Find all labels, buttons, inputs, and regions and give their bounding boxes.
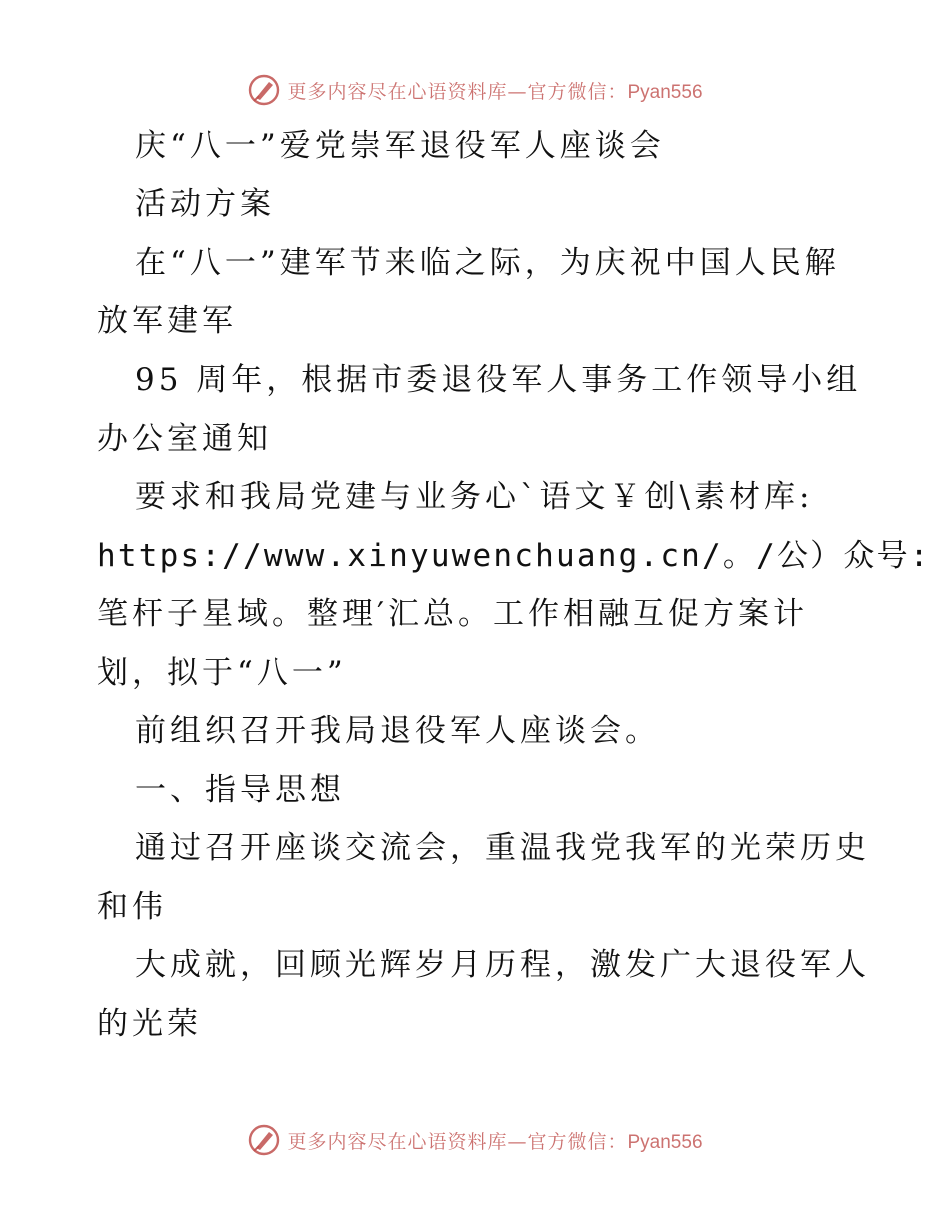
- paragraph-line: 大成就，回顾光辉岁月历程，激发广大退役军人: [135, 947, 870, 983]
- watermark-text: 更多内容尽在心语资料库—官方微信：Pyan556: [287, 80, 703, 103]
- paragraph-line: 95 周年，根据市委退役军人事务工作领导小组: [135, 362, 862, 398]
- paragraph-line: 笔杆子星域。整理′汇总。工作相融互促方案计: [97, 596, 809, 632]
- paragraph-line: 的光荣: [97, 1006, 202, 1042]
- paragraph-line: 办公室通知: [97, 421, 272, 457]
- watermark-text: 更多内容尽在心语资料库—官方微信：Pyan556: [287, 1130, 703, 1153]
- paragraph-line: 通过召开座谈交流会，重温我党我军的光荣历史: [135, 830, 870, 866]
- paragraph-line: 前组织召开我局退役军人座谈会。: [135, 713, 660, 749]
- watermark-wechat-id: Pyan556: [627, 1131, 703, 1153]
- quill-logo-icon: [247, 1123, 281, 1157]
- section-heading: 一、指导思想: [135, 772, 345, 808]
- header-watermark: [0, 70, 950, 110]
- doc-subtitle: 活动方案: [135, 186, 275, 222]
- footer-watermark: [0, 1120, 950, 1160]
- paragraph-line: 要求和我局党建与业务心`语文￥创\素材库:: [135, 479, 814, 515]
- paragraph-line: 放军建军: [97, 303, 237, 339]
- doc-title: 庆“八一”爱党崇军退役军人座谈会: [135, 128, 665, 164]
- paragraph-line: 在“八一”建军节来临之际，为庆祝中国人民解: [135, 245, 840, 281]
- paragraph-line: 和伟: [97, 889, 167, 925]
- paragraph-line: 划，拟于“八一”: [97, 655, 347, 691]
- quill-logo-icon: [247, 73, 281, 107]
- paragraph-line-url: https://www.xinyuwenchuang.cn/。/公）众号:: [97, 538, 931, 574]
- watermark-wechat-id: Pyan556: [627, 81, 703, 103]
